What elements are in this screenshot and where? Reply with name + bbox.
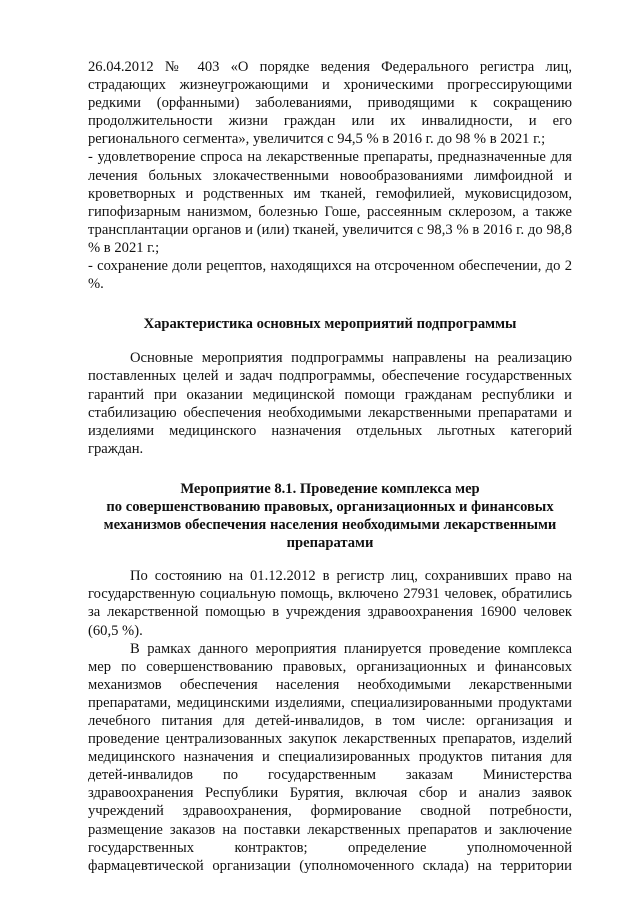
heading-line: механизмов обеспечения населения необходимыми лекарственными bbox=[103, 517, 557, 534]
heading-line: по совершенствованию правовых, организационных и финансовых bbox=[106, 498, 554, 515]
section-heading-activities: Характеристика основных мероприятий подпрограммы bbox=[143, 316, 517, 333]
section-heading-measure-8-1 bbox=[88, 480, 572, 552]
paragraph-demand-satisfaction: - удовлетворение спроса на лекарственные препараты, предназначенные для лечения больных злокачественными новообразованиями лимфоидной и кроветворных и родственных им тканей, гемофилией, муковисцидозом, гипофизарным нанизмом, болезнью Гоше, рассеянным склерозом, а также трансплантации органов и (или) тканей, увеличится с 98,3 % в 2016 г. до 98,8 % в 2021 г.; bbox=[88, 149, 572, 256]
document-page bbox=[88, 58, 572, 875]
paragraph-deferred-prescriptions: - сохранение доли рецептов, находящихся на отсроченном обеспечении, до 2 %. bbox=[88, 258, 572, 293]
paragraph-registry-status: По состоянию на 01.12.2012 в регистр лиц, сохранивших право на государственную социальную помощь, включено 27931 человек, обратились за лекарственной помощью в учреждения здравоохранения 16900 человек (60,5 %). bbox=[88, 568, 572, 639]
heading-line: препаратами bbox=[286, 535, 374, 552]
paragraph-activities-overview: Основные мероприятия подпрограммы направлены на реализацию поставленных целей и задач подпрограммы, обеспечение государственных гарантий при оказании медицинской помощи гражданам республики и стабилизацию обеспечения необходимыми лекарственными препаратами и изделиями медицинского назначения отдельных льготных категорий граждан. bbox=[88, 350, 572, 457]
paragraph-measure-description: В рамках данного мероприятия планируется проведение комплекса мер по совершенствованию правовых, организационных и финансовых механизмов обеспечения населения необходимыми лекарственными препаратами, медицинскими изделиями, специализированными продуктами лечебного питания для детей-инвалидов, в том числе: организация и проведение централизованных закупок лекарственных препаратов, изделий медицинского назначения и специализированных продуктов питания для детей-инвалидов по государственным заказам Министерства здравоохранения Республики Бурятия, включая сбор и анализ заявок учреждений здравоохранения, формирование сводной потребности, размещение заказов на поставки лекарственных препаратов и заключение государственных контрактов; определение уполномоченной фармацевтической организации (уполномоченного склада) на территории bbox=[88, 640, 572, 874]
paragraph-registry-share: 26.04.2012 № 403 «О порядке ведения Федерального регистра лиц, страдающих жизнеугрожающими и хроническими прогрессирующими редкими (орфанными) заболеваниями, приводящими к сокращению продолжительности жизни граждан или их инвалидности, и его регионального сегмента», увеличится с 94,5 % в 2016 г. до 98 % в 2021 г.; bbox=[88, 59, 572, 148]
heading-line: Мероприятие 8.1. Проведение комплекса мер bbox=[180, 480, 480, 497]
